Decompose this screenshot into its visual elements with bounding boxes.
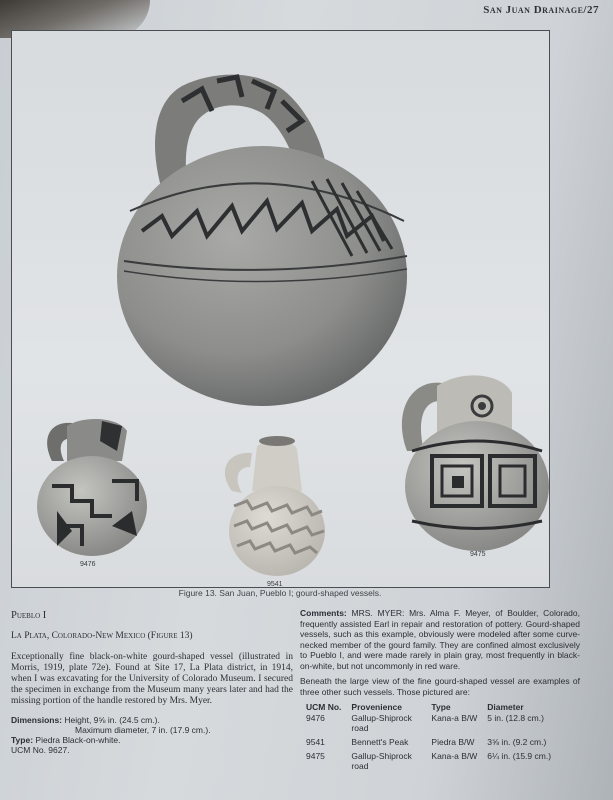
cell-diameter: 5 in. (12.8 cm.): [487, 713, 544, 723]
cell-ucm: 9541: [306, 737, 325, 747]
cell-diameter: 3⅝ in. (9.2 cm.): [487, 737, 547, 747]
cell-provenience: Gallup-Shiprock road: [351, 713, 412, 733]
running-head: San Juan Drainage/27: [483, 4, 599, 16]
cell-type: Kana-a B/W: [431, 713, 478, 723]
header-provenience: Provenience: [351, 702, 402, 712]
ucm-number: UCM No. 9627.: [11, 745, 70, 755]
vessel-9476: [37, 419, 147, 556]
cell-diameter: 6¼ in. (15.9 cm.): [487, 751, 552, 761]
catalog-number-9476: 9476: [80, 561, 96, 568]
dimensions-field: [11, 715, 293, 725]
cell-ucm: 9476: [306, 713, 325, 723]
cell-ucm: 9475: [306, 751, 325, 761]
type-label: Type:: [11, 735, 34, 745]
photo-plate: [11, 30, 550, 588]
vessels-intro: Beneath the large view of the fine gourd-shaped vessel are examples of three other such vessels. Those pictured are:: [300, 676, 580, 697]
header-diameter: Diameter: [487, 702, 524, 712]
dimensions-label: Dimensions:: [11, 715, 63, 725]
catalog-number-9541: 9541: [267, 581, 283, 588]
vessel-photographs: [12, 31, 549, 587]
dimensions-height: Height, 9⅝ in. (24.5 cm.).: [64, 715, 160, 725]
cell-type: Kana-a B/W: [431, 751, 478, 761]
type-field: [11, 735, 293, 745]
catalog-number-9475: 9475: [470, 551, 486, 558]
vessels-table: [306, 702, 561, 775]
dimensions-max: Maximum diameter, 7 in. (17.9 cm.).: [75, 725, 211, 735]
vessel-description: Exceptionally fine black-on-white gourd-shaped vessel (illustrated in Morris, 1919, plate 72e). Found at Site 17, La Plata district, in 1914, when I was excavating for the University of Colorado Museum. I secured the specimen in exchange from the Museum many years later and had the missing portion of the handle restored by Mrs. Myer.: [11, 652, 293, 706]
section-title: Pueblo I: [11, 610, 47, 621]
table-header-row: [306, 702, 561, 713]
cell-provenience: Gallup-Shiprock road: [351, 751, 412, 771]
comments-text: MRS. MYER: Mrs. Alma F. Meyer, of Boulder, Colorado, frequently assisted Earl in repair and restoration of pottery. Gourd-shaped vessels, such as this example, obviously were modeled after some curve-necked member of the gourd family. They are confined almost exclusively to Pueblo I, and were made rarely in plain gray, most frequently in black-on-white, but not uncommonly in red ware.: [300, 608, 580, 671]
cell-type: Piedra B/W: [431, 737, 475, 747]
figure-caption: Figure 13. San Juan, Pueblo I; gourd-shaped vessels.: [178, 588, 382, 598]
cell-provenience: Bennett's Peak: [351, 737, 409, 747]
comments-label: Comments:: [300, 608, 347, 618]
table-row: [306, 751, 561, 775]
table-row: [306, 737, 561, 751]
right-column: [300, 608, 580, 775]
table-row: [306, 713, 561, 737]
locality-subhead: La Plata, Colorado-New Mexico (Figure 13): [11, 631, 193, 641]
vessel-9541: [225, 436, 325, 576]
large-gourd-vessel: [117, 75, 407, 406]
comments-paragraph: [300, 608, 580, 671]
left-column: [11, 610, 293, 755]
type-value: Piedra Black-on-white.: [35, 735, 121, 745]
header-ucm: UCM No.: [306, 702, 342, 712]
vessel-9475: [402, 375, 549, 551]
header-type: Type: [431, 702, 451, 712]
